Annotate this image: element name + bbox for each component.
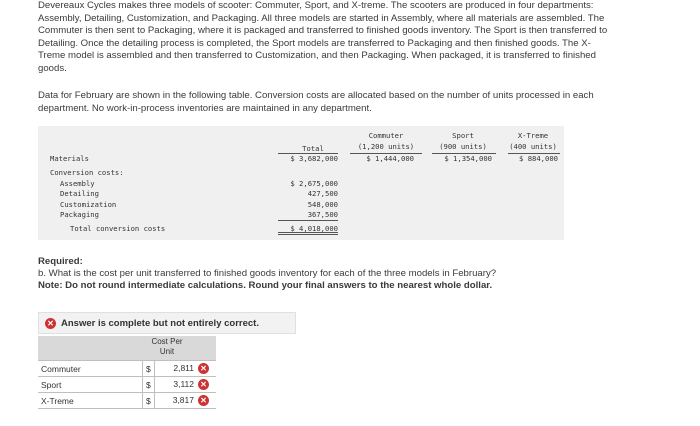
cost-per-unit-header (144, 337, 190, 357)
intro-line: Assembly, Detailing, Customization, and Packaging. All three models are started in Assembly, where all materials are assembled. The (38, 12, 605, 24)
column-divider (154, 360, 155, 408)
data-line: department. No work-in-process inventories are maintained in any department. (38, 102, 372, 114)
data-line: Data for February are shown in the following table. Conversion costs are allocated based on the number of units processed in each (38, 90, 594, 101)
customization-value: 548,000 (307, 200, 338, 209)
row-label: X-Treme (41, 396, 74, 406)
row-label-total-conversion: Total conversion costs (70, 224, 166, 233)
materials-sport: $ 1,354,000 (444, 154, 492, 163)
problem-description (38, 0, 698, 75)
required-question: b. What is the cost per unit transferred to finished goods inventory for each of the three models in February? (38, 268, 497, 279)
row-label-detailing: Detailing (60, 189, 99, 198)
total-conversion-value: $ 4,018,000 (290, 224, 338, 233)
answer-table (38, 336, 216, 408)
answer-table-header (38, 336, 216, 360)
packaging-value: 367,500 (307, 210, 338, 219)
intro-line: Treme model is assembled and then transferred to Customization, and then Packaging. When packaged, it is transferred to finished (38, 50, 596, 61)
materials-commuter: $ 1,444,000 (366, 154, 414, 163)
xtreme-cost-input[interactable]: 3,817 (172, 395, 194, 405)
detailing-value: 427,500 (307, 189, 338, 198)
table-bottom-border (38, 408, 216, 409)
currency-symbol: $ (146, 380, 151, 390)
required-section (38, 256, 496, 292)
header-total: Total (302, 144, 324, 153)
answer-row-xtreme (38, 392, 216, 409)
february-data-table (38, 126, 564, 240)
data-description (38, 90, 698, 115)
sport-cost-input[interactable]: 3,112 (173, 379, 194, 389)
header-commuter-units: (1,200 units) (357, 142, 415, 151)
row-label-assembly: Assembly (60, 179, 95, 188)
header-xtreme-units: (400 units) (509, 142, 557, 151)
header-sport: Sport (452, 131, 474, 140)
cost-per-unit-header-line1: Cost Per (151, 337, 183, 346)
commuter-cost-input[interactable]: 2,811 (173, 363, 194, 373)
intro-line: goods. (38, 62, 67, 74)
row-label: Commuter (41, 364, 81, 374)
row-label: Sport (41, 380, 62, 390)
row-label-materials: Materials (50, 154, 89, 163)
materials-xtreme: $ 884,000 (519, 154, 558, 163)
required-note: Note: Do not round intermediate calculations. Round your final answers to the nearest whole dollar. (38, 280, 493, 291)
intro-line: Detailing. Once the detailing process is completed, the Sport models are transferred to Packaging and then finished goods. The X- (38, 37, 591, 49)
intro-line: Devereaux Cycles makes three models of scooter: Commuter, Sport, and X-treme. The scooters are produced in four departments: (38, 0, 594, 11)
incorrect-x-icon: ✕ (198, 363, 209, 374)
total-conversion-double-underline (278, 232, 338, 235)
cost-per-unit-header-line2: Unit (159, 347, 175, 356)
answer-row-commuter (38, 360, 216, 377)
required-heading: Required: (38, 256, 83, 267)
answer-status-text: Answer is complete but not entirely correct. (61, 317, 259, 329)
assembly-value: $ 2,675,000 (290, 179, 338, 188)
column-divider (142, 360, 143, 408)
currency-symbol: $ (146, 364, 151, 374)
materials-total: $ 3,682,000 (290, 154, 338, 163)
answer-row-sport (38, 376, 216, 393)
header-commuter: Commuter (368, 131, 404, 140)
intro-line: Commuter is then sent to Packaging, where it is packaged and transferred to finished goods inventory. The Sport is then transferred to (38, 25, 608, 36)
packaging-underline (278, 220, 338, 221)
row-label-packaging: Packaging (60, 210, 99, 219)
header-xtreme: X-Treme (517, 131, 549, 140)
currency-symbol: $ (146, 396, 151, 406)
answer-status-banner (38, 312, 296, 334)
row-label-conversion: Conversion costs: (50, 168, 124, 177)
incorrect-x-icon: ✕ (198, 379, 209, 390)
incorrect-x-icon: ✕ (198, 395, 209, 406)
header-sport-units: (900 units) (439, 142, 487, 151)
row-label-customization: Customization (60, 200, 117, 209)
x-circle-icon: ✕ (45, 318, 56, 329)
